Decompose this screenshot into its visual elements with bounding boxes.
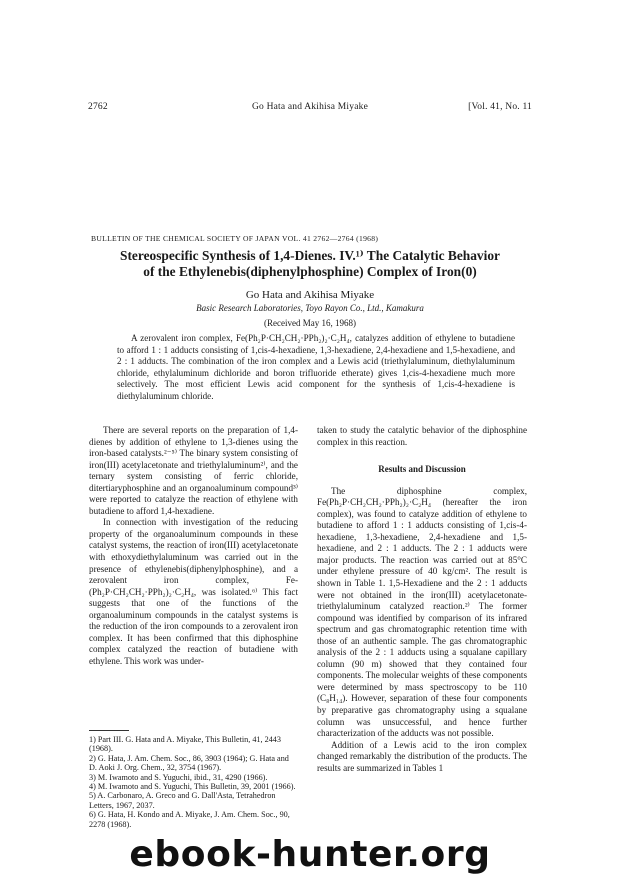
right-paragraph-3: Addition of a Lewis acid to the iron complex changed remarkably the distribution of the products. The results are summarized in Tables 1 [317,739,527,773]
received-date: (Received May 16, 1968) [264,318,356,328]
journal-line: BULLETIN OF THE CHEMICAL SOCIETY OF JAPAN VOL. 41 2762—2764 (1968) [91,234,379,243]
left-paragraph-2: In connection with investigation of the reducing property of the organoaluminum compounds in these catalyst systems, the reaction of iron(III) acetylacetonate with ethoxydiethylaluminum was carried out in the presence of ethylenebis(diphenylphosphine), and a zerovalent iron complex, Fe-(Ph₂P·CH₂CH₂·PPh₂)₂·C₂H₄, was isolated.⁶⁾ This fact suggests that one of the functions of the organoaluminum compounds in the catalyst systems is the reduction of the iron compounds to a zerovalent iron complex. It has been confirmed that this diphosphine complex catalyzed the reaction of butadiene with ethylene. This work was under- [89,517,298,666]
right-paragraph-2: The diphosphine complex, Fe(Ph₂P·CH₂CH₂·PPh₂)₂·C₂H₄ (hereafter the iron complex), was found to catalyze addition of ethylene to butadiene to afford 1 : 1 adducts consisting of 1,cis-4-hexadiene, 1,3-hexadiene, 2,4-hexadiene and 1,5-hexadiene, and 2 : 1 adducts. The 2 : 1 adducts were major products. The reaction was carried out at 85°C under ethylene pressure of 40 kg/cm². The result is shown in Table 1. 1,5-Hexadiene and the 2 : 1 adducts were not obtained in the iron(III) acetylacetonate-triethylaluminum catalyzed reaction.²⁾ The former compound was identified by comparison of its infrared spectrum and gas chromatographic retention time with those of an authentic sample. The gas chromatographic analysis of the 2 : 1 adducts using a squalane capillary column (90 m) showed that they contained four components. The molecular weights of these components were determined by mass spectroscopy to be 110 (C₈H₁₄). However, separation of these four components by preparative gas chromatography using a squalane column was unsuccessful, and hence further characterization of the adducts was not possible. [317,485,527,739]
footnote: 6) G. Hata, H. Kondo and A. Miyake, J. Am. Chem. Soc., 90, 2278 (1968). [89,810,290,829]
volume-issue: [Vol. 41, No. 11 [468,102,532,112]
left-column [89,425,298,667]
title-line-1: Stereospecific Synthesis of 1,4-Dienes. IV.¹⁾ The Catalytic Behavior [120,248,500,263]
footnote: 5) A. Carbonaro, A. Greco and G. Dall'Asta, Tetrahedron Letters, 1967, 2037. [89,791,276,810]
footnote: 4) M. Iwamoto and S. Yuguchi, This Bulletin, 39, 2001 (1966). [89,782,296,792]
footnote: 2) G. Hata, J. Am. Chem. Soc., 86, 3903 (1964); G. Hata and D. Aoki J. Org. Chem., 32, 3754 (1967). [89,753,289,773]
right-paragraph-1: taken to study the catalytic behavior of the diphosphine complex in this reaction. [317,425,527,447]
section-heading: Results and Discussion [378,464,466,475]
footnote: 1) Part III. G. Hata and A. Miyake, This Bulletin, 41, 2443 (1968). [89,735,281,754]
left-paragraph-1: There are several reports on the preparation of 1,4-dienes by addition of ethylene to 1,3-dienes using the iron-based catalysts.²⁻⁵⁾ The binary system consisting of iron(III) acetylacetonate and triethylaluminum²⁾, and the ternary system consisting of ferric chloride, ditertiaryphosphine and an organoaluminum compound³⁾ were reported to catalyze the reaction of ethylene with butadiene to afford 1,4-hexadiene. [89,425,298,516]
watermark: ebook-hunter.org [129,834,491,875]
footnote: 3) M. Iwamoto and S. Yuguchi, ibid., 31, 4290 (1966). [89,772,268,782]
right-column [317,425,527,774]
footnotes [89,735,298,829]
abstract: A zerovalent iron complex, Fe(Ph₂P·CH₂CH₂·PPh₂)₂·C₂H₄, catalyzes addition of ethylene to butadiene to afford 1 : 1 adducts consisting of 1,cis-4-hexadiene, 1,3-hexadiene, 2,4-hexadiene and 1,5-hexadiene, and 2 : 1 adducts. The combination of the iron complex and a Lewis acid (triethylaluminum, diethylaluminum chloride, ethylaluminum dichloride and boron trifluoride etherate) gives 1,cis-4-hexadiene much more selectively. The most efficient Lewis acid component for the synthesis of 1,cis-4-hexadiene is diethylaluminum chloride. [117,333,515,401]
page-number: 2762 [88,102,108,112]
authors: Go Hata and Akihisa Miyake [245,289,375,301]
footnote-rule [89,730,129,731]
title-line-2: of the Ethylenebis(diphenylphosphine) Complex of Iron(0) [143,264,477,279]
running-header-authors: Go Hata and Akihisa Miyake [251,102,368,112]
affiliation: Basic Research Laboratories, Toyo Rayon Co., Ltd., Kamakura [196,303,424,313]
article-title [60,248,560,280]
